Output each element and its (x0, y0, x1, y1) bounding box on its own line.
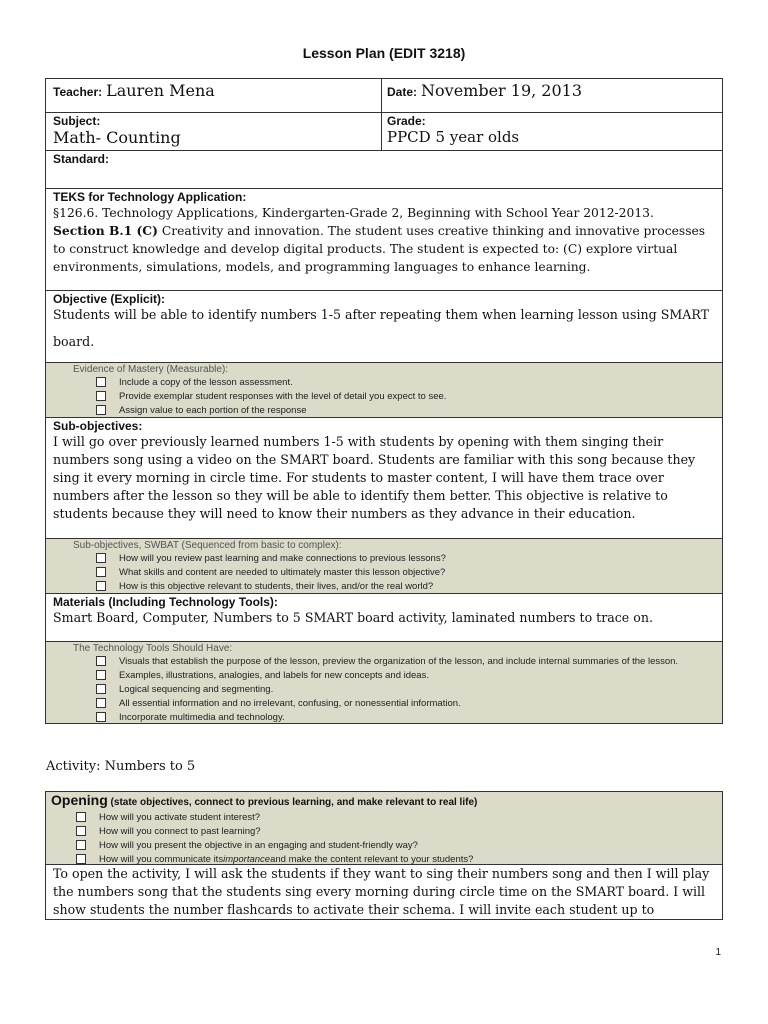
checkbox-icon (96, 377, 106, 387)
teks-label: TEKS for Technology Application: (53, 190, 247, 204)
checkbox-icon (96, 712, 106, 722)
teacher-date-row (46, 79, 722, 112)
tech-tools-item: Logical sequencing and segmenting. (96, 682, 722, 696)
opening-item: How will you communicate its importance and make the content relevant to your students? (76, 852, 722, 866)
tech-tools-heading: The Technology Tools Should Have: (73, 643, 233, 654)
opening-table (45, 791, 723, 920)
opening-title-line (51, 792, 722, 810)
date-label: Date: (387, 85, 418, 99)
opening-item: How will you activate student interest? (76, 810, 722, 824)
teacher-cell (46, 79, 382, 112)
swbat-item: What skills and content are needed to ultimately master this lesson objective? (96, 565, 722, 579)
checkbox-icon (96, 656, 106, 666)
lesson-plan-table (45, 78, 723, 724)
teks-line1: §126.6. Technology Applications, Kindergarten-Grade 2, Beginning with School Year 2012-2013. (53, 206, 654, 220)
checkbox-icon (76, 840, 86, 850)
objective-label: Objective (Explicit): (53, 292, 166, 306)
opening-subtitle: (state objectives, connect to previous learning, and make relevant to real life) (107, 797, 478, 808)
opening-item: How will you present the objective in an engaging and student-friendly way? (76, 838, 722, 852)
subobjectives-row (46, 417, 722, 538)
teks-text (53, 204, 715, 276)
opening-text: To open the activity, I will ask the students if they want to sing their numbers song and then I will play the numbers song that the students sing every morning during circle time on the SMART board. I will show students the number flashcards to activate their schema. I will invite each student up to (53, 866, 710, 917)
activity-heading: Activity: Numbers to 5 (46, 759, 196, 774)
checkbox-icon (96, 567, 106, 577)
subject-label: Subject: (53, 114, 101, 128)
teks-row (46, 188, 722, 290)
subobjectives-text: I will go over previously learned numbers 1-5 with students by opening with them singing their numbers song using a video on the SMART board. Students are familiar with this song because they sing it every morning in circle time. For students to master content, I will have them trace over numbers after the lesson so they will be able to identify them better. This objective is relative to students because they will need to know their numbers as they advance in their education. (53, 434, 696, 521)
checkbox-icon (96, 391, 106, 401)
opening-title: Opening (51, 792, 108, 808)
tech-tools-item: All essential information and no irrelevant, confusing, or nonessential information. (96, 696, 722, 710)
teks-section: Section B.1 (C) (53, 223, 158, 238)
grade-cell (382, 113, 524, 150)
subobjectives-label: Sub-objectives: (53, 419, 143, 433)
tech-tools-item: Examples, illustrations, analogies, and labels for new concepts and ideas. (96, 668, 722, 682)
grade-label: Grade: (387, 114, 426, 128)
grade-value: PPCD 5 year olds (387, 128, 520, 146)
checkbox-icon (96, 670, 106, 680)
materials-row (46, 593, 722, 641)
materials-text: Smart Board, Computer, Numbers to 5 SMART board activity, laminated numbers to trace on. (53, 610, 653, 625)
opening-list (51, 810, 722, 866)
date-cell (382, 79, 587, 112)
evidence-item: Assign value to each portion of the response (96, 403, 722, 417)
swbat-item: How is this objective relevant to students, their lives, and/or the real world? (96, 579, 722, 593)
checkbox-icon (96, 684, 106, 694)
standard-row (46, 150, 722, 188)
date-value: November 19, 2013 (421, 81, 583, 100)
opening-header-row (46, 792, 722, 864)
checkbox-icon (76, 854, 86, 864)
tech-tools-row (46, 641, 722, 723)
page-number: 1 (715, 947, 721, 958)
opening-text-row (46, 864, 722, 919)
subject-grade-row (46, 112, 722, 150)
checkbox-icon (76, 812, 86, 822)
swbat-list (73, 551, 722, 593)
checkbox-icon (96, 405, 106, 415)
checkbox-icon (96, 698, 106, 708)
objective-text: Students will be able to identify numbers 1-5 after repeating them when learning lesson using SMART board. (53, 307, 709, 349)
subject-value: Math- Counting (53, 128, 181, 147)
objective-row (46, 290, 722, 362)
evidence-item: Include a copy of the lesson assessment. (96, 375, 722, 389)
page-title: Lesson Plan (EDIT 3218) (302, 45, 466, 61)
checkbox-icon (76, 826, 86, 836)
teacher-label: Teacher: (53, 85, 103, 99)
evidence-heading: Evidence of Mastery (Measurable): (73, 364, 229, 375)
checkbox-icon (96, 553, 106, 563)
evidence-list (73, 375, 722, 417)
teacher-name: Lauren Mena (106, 81, 215, 100)
opening-item: How will you connect to past learning? (76, 824, 722, 838)
swbat-item: How will you review past learning and make connections to previous lessons? (96, 551, 722, 565)
evidence-item: Provide exemplar student responses with the level of detail you expect to see. (96, 389, 722, 403)
standard-label: Standard: (53, 152, 110, 166)
checkbox-icon (96, 581, 106, 591)
evidence-row (46, 362, 722, 417)
tech-tools-item: Incorporate multimedia and technology. (96, 710, 722, 724)
swbat-row (46, 538, 722, 593)
tech-tools-item: Visuals that establish the purpose of the lesson, preview the organization of the lesson, and include internal summaries of the lesson. (96, 654, 722, 668)
subject-cell (46, 113, 382, 150)
swbat-heading: Sub-objectives, SWBAT (Sequenced from basic to complex): (73, 540, 342, 551)
teks-body: Creativity and innovation. The student uses creative thinking and innovative processes to construct knowledge and develop digital products. The student is expected to: (C) explore virtual environments, simulations, models, and programming languages to enhance learning. (53, 224, 706, 274)
materials-label: Materials (Including Technology Tools): (53, 595, 278, 609)
tech-tools-list (73, 654, 722, 724)
